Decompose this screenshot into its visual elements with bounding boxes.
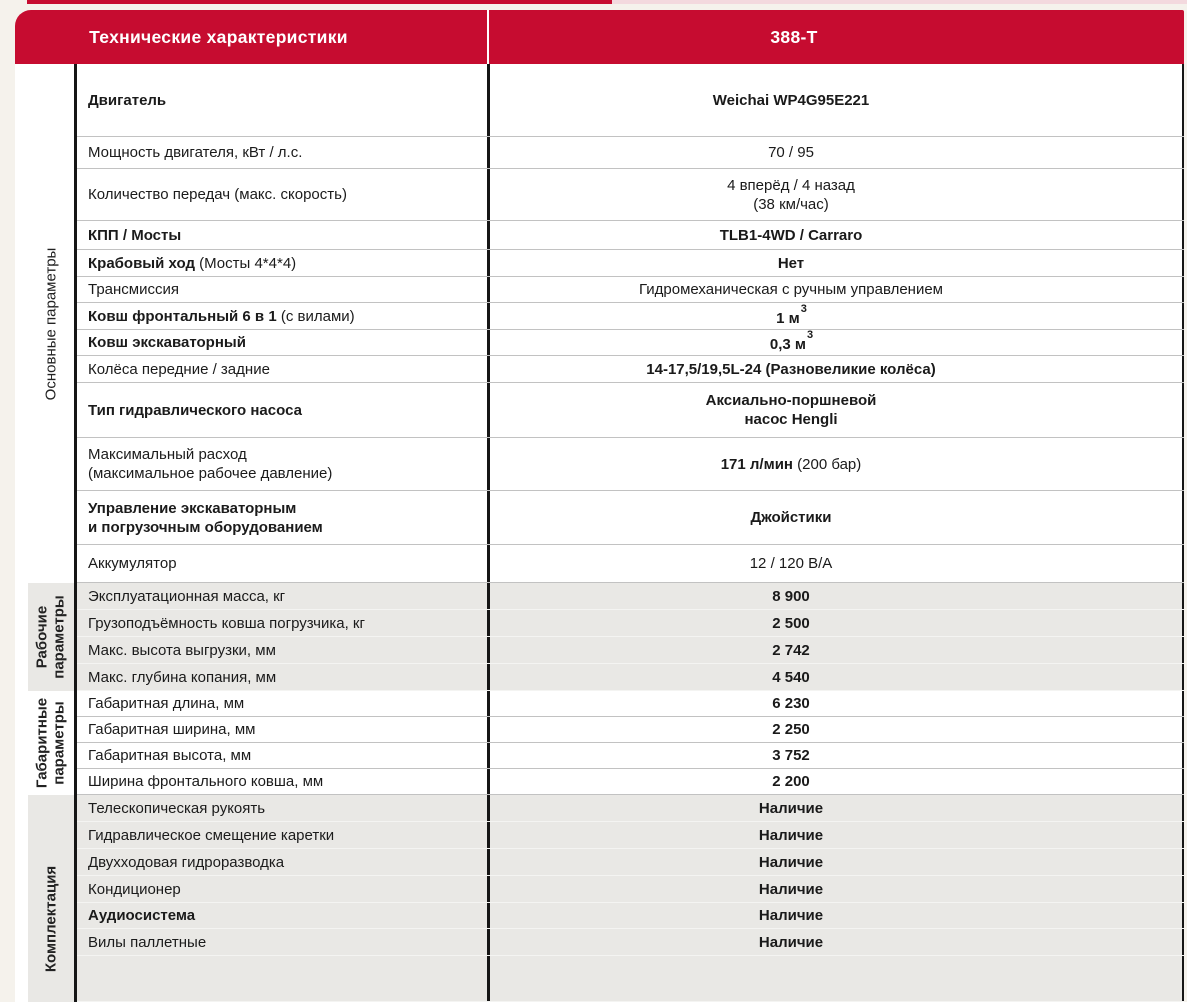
param-value xyxy=(490,795,1184,821)
section-label-line: параметры xyxy=(51,701,68,785)
param-label-main: Макс. глубина копания, мм xyxy=(88,668,277,686)
param-label-main: Эксплуатационная масса, кг xyxy=(88,587,286,605)
param-value-main: 171 л/мин xyxy=(720,455,793,473)
param-label xyxy=(77,169,490,220)
param-value-line2: (38 км/час) xyxy=(753,195,829,213)
param-label-main: Колёса передние / задние xyxy=(88,360,270,378)
param-label-text xyxy=(88,554,479,573)
param-label-main: Вилы паллетные xyxy=(88,933,207,951)
param-value-text xyxy=(490,554,1092,573)
section-rows xyxy=(77,691,1184,795)
table-header-bar xyxy=(15,10,1184,64)
param-value-main: 2 250 xyxy=(772,721,810,738)
param-label-main: Двигатель xyxy=(88,91,167,109)
table-row xyxy=(77,717,1184,743)
section-rows xyxy=(77,795,1184,1002)
param-value-main: 2 500 xyxy=(772,614,810,632)
table-row xyxy=(77,822,1184,849)
table-row xyxy=(77,583,1184,610)
param-label-main: Гидравлическое смещение каретки xyxy=(88,826,335,844)
param-value-main: 6 230 xyxy=(772,695,810,712)
table-header-title: Технические характеристики xyxy=(89,26,348,47)
param-label xyxy=(77,137,490,168)
param-label xyxy=(77,769,490,794)
param-value-main: Аксиально-поршневой xyxy=(705,392,877,409)
section-label-line: параметры xyxy=(51,595,68,679)
param-value-text xyxy=(490,933,1092,952)
param-value-text xyxy=(490,746,1092,765)
table-header-model: 388-T xyxy=(770,26,818,47)
param-value xyxy=(490,903,1184,928)
param-value-text xyxy=(490,826,1092,845)
param-value xyxy=(490,717,1184,742)
param-label-text xyxy=(88,91,479,110)
section-sidebar-dims xyxy=(28,691,77,795)
param-value-main: 4 540 xyxy=(772,668,810,686)
param-label xyxy=(77,822,490,848)
section-label-line: Габаритные xyxy=(33,697,51,789)
param-label-text xyxy=(88,906,479,925)
section-equip xyxy=(15,795,1184,1002)
param-label xyxy=(77,356,490,382)
param-value-main: 2 742 xyxy=(772,641,810,659)
param-label-text xyxy=(88,587,479,606)
section-label-work xyxy=(34,595,69,678)
param-value-main: TLB1-4WD / Carraro xyxy=(719,226,863,244)
section-sidebar-work xyxy=(28,583,77,691)
param-label xyxy=(77,849,490,875)
table-row xyxy=(77,277,1184,303)
param-label-main: Габаритная длина, мм xyxy=(88,695,245,712)
param-value-main: Наличие xyxy=(758,907,824,924)
top-accent-strip-pink xyxy=(612,0,1187,4)
param-value-main: Наличие xyxy=(758,853,824,871)
param-value-line2: насос Hengli xyxy=(744,411,838,428)
param-value xyxy=(490,491,1184,544)
param-value xyxy=(490,664,1184,690)
table-left-gutter xyxy=(15,691,28,795)
param-value xyxy=(490,137,1184,168)
param-label xyxy=(77,250,490,276)
param-label-text xyxy=(88,668,479,687)
param-label-main: Ширина фронтального ковша, мм xyxy=(88,773,324,790)
table-row xyxy=(77,303,1184,330)
param-value-text xyxy=(490,455,1092,474)
param-value xyxy=(490,876,1184,902)
section-label-line: Рабочие xyxy=(33,605,51,669)
param-value-text xyxy=(490,906,1092,925)
param-label-text xyxy=(88,772,479,791)
param-value xyxy=(490,303,1184,329)
param-value-text xyxy=(490,772,1092,791)
param-value-note: (200 бар) xyxy=(792,455,862,473)
table-row xyxy=(77,929,1184,956)
param-label-text xyxy=(88,360,479,379)
table-body xyxy=(15,64,1184,1002)
param-label-text xyxy=(88,226,479,245)
table-row xyxy=(77,637,1184,664)
param-label xyxy=(77,717,490,742)
param-value xyxy=(490,438,1184,490)
param-label-text xyxy=(88,826,479,845)
table-left-gutter xyxy=(15,583,28,691)
param-label-text xyxy=(88,880,479,899)
table-row xyxy=(77,64,1184,137)
table-row xyxy=(77,956,1184,1002)
param-label-main: Габаритная высота, мм xyxy=(88,747,252,764)
param-value xyxy=(490,637,1184,663)
param-label-text xyxy=(88,333,479,352)
param-label-main: Грузоподъёмность ковша погрузчика, кг xyxy=(88,614,365,632)
param-label-text xyxy=(88,853,479,872)
section-dims xyxy=(15,691,1184,795)
table-row xyxy=(77,250,1184,277)
param-value xyxy=(490,583,1184,609)
param-label-main: Кондиционер xyxy=(88,880,181,898)
table-left-gutter xyxy=(15,795,28,1002)
param-value xyxy=(490,545,1184,582)
table-row xyxy=(77,137,1184,169)
param-value-superscript: 3 xyxy=(807,329,814,341)
param-value-main: Weichai WP4G95E221 xyxy=(712,91,870,109)
section-label-equip xyxy=(42,866,59,972)
param-value-main: 1 м xyxy=(776,309,800,327)
param-label-main: Количество передач (макс. скорость) xyxy=(88,186,347,203)
table-row xyxy=(77,545,1184,583)
table-row xyxy=(77,795,1184,822)
param-value xyxy=(490,691,1184,716)
param-value xyxy=(490,769,1184,794)
param-label-text xyxy=(88,280,479,299)
table-row xyxy=(77,903,1184,929)
param-value xyxy=(490,277,1184,302)
param-value-superscript: 3 xyxy=(800,302,807,315)
param-value-text xyxy=(490,254,1092,273)
section-label-line: Комплектация xyxy=(42,866,60,973)
param-value-text xyxy=(490,694,1092,713)
param-value-text xyxy=(490,226,1092,245)
param-value xyxy=(490,956,1184,1001)
param-value-main: Наличие xyxy=(758,880,824,898)
param-label-main: Трансмиссия xyxy=(88,281,179,298)
table-row xyxy=(77,330,1184,356)
table-row xyxy=(77,691,1184,717)
param-value xyxy=(490,250,1184,276)
section-sidebar-equip xyxy=(28,795,77,1002)
param-label-text xyxy=(88,445,479,464)
param-label-main: Управление экскаваторным xyxy=(88,499,297,517)
param-value-text xyxy=(490,614,1092,633)
param-value-text xyxy=(490,302,1092,328)
param-label-main: Тип гидравлического насоса xyxy=(88,401,302,419)
param-label-main: Телескопическая рукоять xyxy=(88,799,266,817)
param-label-main: Габаритная ширина, мм xyxy=(88,721,256,738)
param-value xyxy=(490,221,1184,249)
spec-table xyxy=(15,10,1184,1002)
param-label-line2: и погрузочным оборудованием xyxy=(88,518,323,536)
param-value-text xyxy=(490,280,1092,299)
param-label xyxy=(77,903,490,928)
param-label xyxy=(77,545,490,582)
param-value-main: 4 вперёд / 4 назад xyxy=(727,176,855,194)
param-label-text xyxy=(88,254,479,273)
param-value-main: 3 752 xyxy=(772,747,810,764)
section-label-main xyxy=(42,247,59,400)
param-value-main: Наличие xyxy=(758,826,824,844)
param-value-main: 0,3 м xyxy=(769,336,806,353)
param-label-note: (с вилами) xyxy=(276,307,355,325)
param-value xyxy=(490,849,1184,875)
table-row xyxy=(77,438,1184,491)
table-row xyxy=(77,383,1184,438)
param-value-text xyxy=(490,331,1092,354)
param-value xyxy=(490,383,1184,437)
top-accent-strip-red xyxy=(27,0,612,4)
param-label xyxy=(77,221,490,249)
section-sidebar-main xyxy=(28,64,77,583)
param-value-text xyxy=(490,720,1092,739)
param-label-text xyxy=(88,614,479,633)
section-label-dims xyxy=(34,698,69,788)
table-row xyxy=(77,169,1184,221)
table-row xyxy=(77,769,1184,795)
section-rows xyxy=(77,64,1184,583)
param-value-main: 2 200 xyxy=(772,773,810,790)
table-left-gutter xyxy=(15,64,28,583)
param-label xyxy=(77,438,490,490)
param-value-text xyxy=(490,799,1092,818)
table-row xyxy=(77,610,1184,637)
param-value xyxy=(490,743,1184,768)
param-value xyxy=(490,929,1184,955)
param-value-text xyxy=(490,853,1092,872)
param-label-text xyxy=(88,143,479,162)
param-label-text xyxy=(88,746,479,765)
param-value-main: 8 900 xyxy=(772,587,810,605)
param-value-main: 12 / 120 В/А xyxy=(749,555,833,572)
param-label-main: Двухходовая гидроразводка xyxy=(88,853,285,871)
param-label xyxy=(77,277,490,302)
param-value-text xyxy=(490,880,1092,899)
param-value-main: Наличие xyxy=(758,933,824,951)
param-label xyxy=(77,956,490,1001)
param-value-main: 14-17,5/19,5L-24 (Разновеликие колёса) xyxy=(646,360,936,378)
param-label xyxy=(77,929,490,955)
param-label-text xyxy=(88,720,479,739)
param-value-text xyxy=(490,360,1092,379)
table-row xyxy=(77,743,1184,769)
param-label xyxy=(77,795,490,821)
param-value-text xyxy=(490,91,1092,110)
param-value-main: 70 / 95 xyxy=(768,144,814,161)
section-rows xyxy=(77,583,1184,691)
param-label-main: Ковш экскаваторный xyxy=(88,334,246,351)
param-label-text xyxy=(88,185,479,204)
param-label-note: (Мосты 4*4*4) xyxy=(194,254,297,272)
param-value-text xyxy=(490,668,1092,687)
param-value xyxy=(490,356,1184,382)
param-value-text xyxy=(490,587,1092,606)
param-label-main: Макс. высота выгрузки, мм xyxy=(88,641,276,659)
param-label-main: Ковш фронтальный 6 в 1 xyxy=(88,307,277,325)
param-label-text xyxy=(88,933,479,952)
param-label-line2: (максимальное рабочее давление) xyxy=(88,465,333,482)
param-label-text xyxy=(88,307,479,326)
param-value-text xyxy=(490,143,1092,162)
param-label xyxy=(77,637,490,663)
param-label xyxy=(77,64,490,136)
table-row xyxy=(77,664,1184,691)
param-value xyxy=(490,64,1184,136)
table-row xyxy=(77,849,1184,876)
param-label xyxy=(77,303,490,329)
param-label xyxy=(77,583,490,609)
param-label xyxy=(77,610,490,636)
param-label-text xyxy=(88,401,479,420)
param-value-text xyxy=(490,391,1092,410)
param-label-main: КПП / Мосты xyxy=(88,226,182,244)
param-label xyxy=(77,664,490,690)
param-value-text xyxy=(490,176,1092,195)
table-row xyxy=(77,221,1184,250)
param-label-text xyxy=(88,641,479,660)
param-value xyxy=(490,330,1184,355)
section-work xyxy=(15,583,1184,691)
param-value-main: Наличие xyxy=(758,799,824,817)
section-label-line: Основные параметры xyxy=(42,247,60,400)
param-value-text xyxy=(490,508,1092,527)
param-value-main: Джойстики xyxy=(750,509,832,526)
param-value-text xyxy=(490,641,1092,660)
param-label xyxy=(77,743,490,768)
param-value xyxy=(490,610,1184,636)
param-label xyxy=(77,491,490,544)
param-label xyxy=(77,876,490,902)
param-label xyxy=(77,383,490,437)
param-value-main: Нет xyxy=(777,254,805,272)
param-label-main: Крабовый ход xyxy=(88,254,195,272)
param-label-main: Аудиосистема xyxy=(88,907,196,924)
param-label-text xyxy=(88,799,479,818)
param-value-main: Гидромеханическая с ручным управлением xyxy=(639,281,943,298)
param-label-text xyxy=(88,694,479,713)
param-value xyxy=(490,822,1184,848)
param-label xyxy=(77,330,490,355)
param-label xyxy=(77,691,490,716)
table-row xyxy=(77,356,1184,383)
param-label-main: Максимальный расход xyxy=(88,446,247,463)
section-main xyxy=(15,64,1184,583)
param-label-text xyxy=(88,499,479,518)
param-label-main: Мощность двигателя, кВт / л.с. xyxy=(88,144,303,161)
param-label-main: Аккумулятор xyxy=(88,555,177,572)
table-row xyxy=(77,491,1184,545)
param-value xyxy=(490,169,1184,220)
table-row xyxy=(77,876,1184,903)
